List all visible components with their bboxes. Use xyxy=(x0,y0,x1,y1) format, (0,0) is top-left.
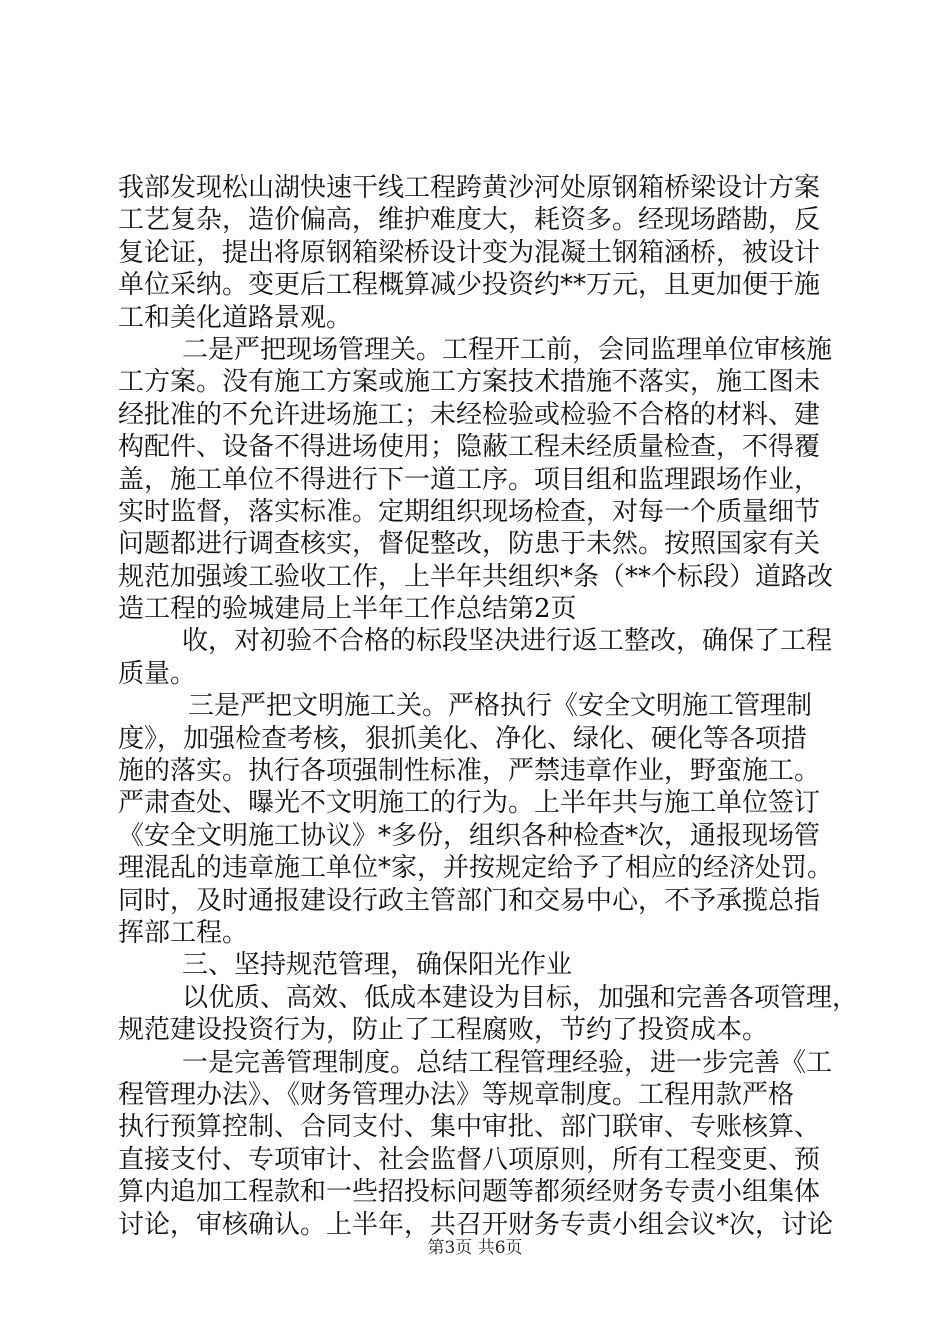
document-body xyxy=(118,172,859,1241)
paragraph-start-line: 以优质、高效、低成本建设为目标，加强和完善各项管理， xyxy=(182,982,859,1013)
text-line: 讨论，审核确认。上半年，共召开财务专责小组会议*次，讨论 xyxy=(118,1209,834,1240)
page-number-footer: 第3页 共6页 xyxy=(427,1238,523,1258)
text-line: 执行预算控制、合同支付、集中审批、部门联审、专账核算、 xyxy=(118,1112,821,1143)
text-line: 度》，加强检查考核，狠抓美化、净化、绿化、硬化等各项措 xyxy=(118,723,808,754)
section-heading: 三、坚持规范管理，确保阳光作业 xyxy=(182,950,573,981)
paragraph-start-line: 一是完善管理制度。总结工程管理经验，进一步完善《工 xyxy=(182,1047,833,1078)
text-line: 实时监督，落实标准。定期组织现场检查，对每一个质量细节 xyxy=(118,496,821,527)
paragraph-start-line: 三是严把文明施工关。严格执行《安全文明施工管理制 xyxy=(188,691,813,722)
text-line: 施的落实。执行各项强制性标准，严禁违章作业，野蛮施工。 xyxy=(118,756,821,787)
text-line: 规范建设投资行为，防止了工程腐败，节约了投资成本。 xyxy=(118,1015,769,1046)
text-line: 《安全文明施工协议》*多份，组织各种检查*次，通报现场管 xyxy=(118,820,821,851)
text-line: 算内追加工程款和一些招投标问题等都须经财务专责小组集体 xyxy=(118,1177,821,1208)
text-line: 同时，及时通报建设行政主管部门和交易中心，不予承揽总指 xyxy=(118,885,821,916)
text-line: 造工程的验城建局上半年工作总结第2页 xyxy=(118,594,577,625)
paragraph-start-line: 收，对初验不合格的标段坚决进行返工整改，确保了工程 xyxy=(182,626,833,657)
text-line: 理混乱的违章施工单位*家，并按规定给予了相应的经济处罚。 xyxy=(118,853,834,884)
text-line: 工和美化道路景观。 xyxy=(118,302,353,333)
text-line: 问题都进行调查核实，督促整改，防患于未然。按照国家有关 xyxy=(118,529,821,560)
text-line: 经批准的不允许进场施工；未经检验或检验不合格的材料、建 xyxy=(118,399,821,430)
text-line: 直接支付、专项审计、社会监督八项原则，所有工程变更、预 xyxy=(118,1144,821,1175)
text-line: 我部发现松山湖快速干线工程跨黄沙河处原钢箱桥梁设计方案 xyxy=(118,173,821,203)
paragraph-start-line: 二是严把现场管理关。工程开工前，会同监理单位审核施 xyxy=(182,334,833,365)
text-line: 单位采纳。变更后工程概算减少投资约**万元，且更加便于施 xyxy=(118,270,821,301)
text-line: 盖，施工单位不得进行下一道工序。项目组和监理跟场作业， xyxy=(118,464,821,495)
text-line: 工艺复杂，造价偏高，维护难度大，耗资多。经现场踏勘，反 xyxy=(118,205,821,236)
text-line: 挥部工程。 xyxy=(118,917,249,948)
text-line: 严肃查处、曝光不文明施工的行为。上半年共与施工单位签订 xyxy=(118,788,821,819)
text-line: 规范加强竣工验收工作，上半年共组织*条（**个标段）道路改 xyxy=(118,561,834,592)
text-line: 程管理办法》、《财务管理办法》等规章制度。工程用款严格 xyxy=(118,1079,795,1110)
text-line: 复论证，提出将原钢箱梁桥设计变为混凝土钢箱涵桥，被设计 xyxy=(118,237,821,268)
text-line: 质量。 xyxy=(118,658,197,689)
text-line: 工方案。没有施工方案或施工方案技术措施不落实，施工图未 xyxy=(118,367,821,398)
text-line: 构配件、设备不得进场使用；隐蔽工程未经质量检查，不得覆 xyxy=(118,432,821,463)
